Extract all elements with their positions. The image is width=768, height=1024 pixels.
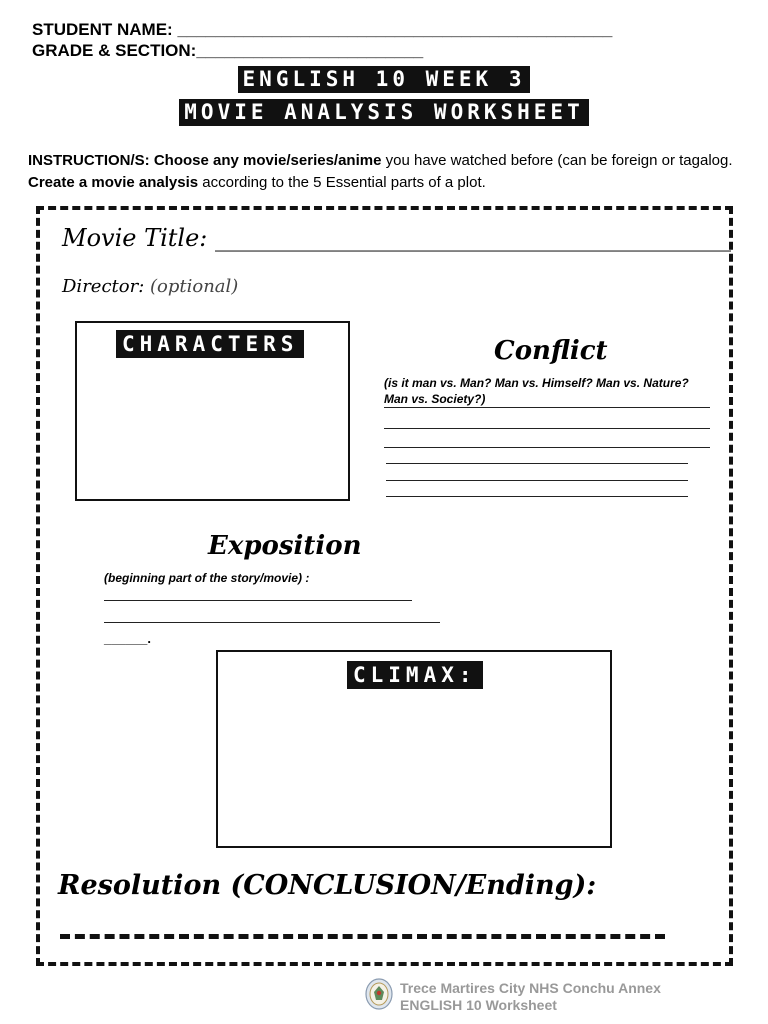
school-seal-icon	[365, 978, 393, 1010]
worksheet-frame	[36, 206, 733, 966]
conflict-description: (is it man vs. Man? Man vs. Himself? Man vs. Nature? Man vs. Society?)	[384, 376, 689, 406]
footer-school: Trece Martires City NHS Conchu Annex	[400, 980, 661, 996]
student-name-field: STUDENT NAME: ______________________________________________	[32, 20, 613, 39]
footer-worksheet: ENGLISH 10 Worksheet	[400, 997, 557, 1013]
conflict-line	[384, 428, 710, 429]
conflict-line	[386, 480, 688, 481]
title-worksheet: MOVIE ANALYSIS WORKSHEET	[179, 99, 588, 126]
title-line-1	[0, 66, 768, 93]
characters-label: CHARACTERS	[116, 330, 304, 358]
conflict-line	[384, 447, 710, 448]
resolution-heading: Resolution (CONCLUSION/Ending):	[58, 870, 597, 901]
movie-title-field: Movie Title: ___________________________________________	[62, 224, 732, 252]
conflict-line	[386, 496, 688, 497]
exposition-heading: Exposition	[208, 531, 362, 561]
title-week: ENGLISH 10 WEEK 3	[238, 66, 531, 93]
conflict-line	[384, 407, 710, 408]
resolution-line	[60, 934, 665, 939]
grade-section-field: GRADE & SECTION:________________________	[32, 41, 424, 60]
instruction-bold-1: Choose any movie/series/anime	[153, 152, 382, 169]
climax-label: CLIMAX:	[347, 661, 483, 689]
instruction-label: INSTRUCTION/S:	[28, 152, 150, 169]
instructions	[28, 150, 748, 194]
exposition-line-end: ______.	[104, 631, 151, 646]
instruction-text-1: you have watched before (can be foreign or tagalog.	[381, 152, 733, 169]
instruction-text-2: according to the 5 Essential parts of a plot.	[198, 174, 486, 191]
footer-text	[400, 980, 661, 1014]
instruction-bold-2: Create a movie analysis	[28, 174, 199, 191]
exposition-line	[104, 622, 440, 623]
title-line-2	[0, 99, 768, 126]
exposition-line	[104, 600, 412, 601]
exposition-description: (beginning part of the story/movie) :	[104, 571, 310, 585]
conflict-heading: Conflict	[494, 336, 608, 366]
conflict-line	[386, 463, 688, 464]
director-label: Director:	[62, 276, 150, 297]
director-field	[62, 276, 238, 297]
director-optional: (optional)	[150, 276, 239, 297]
